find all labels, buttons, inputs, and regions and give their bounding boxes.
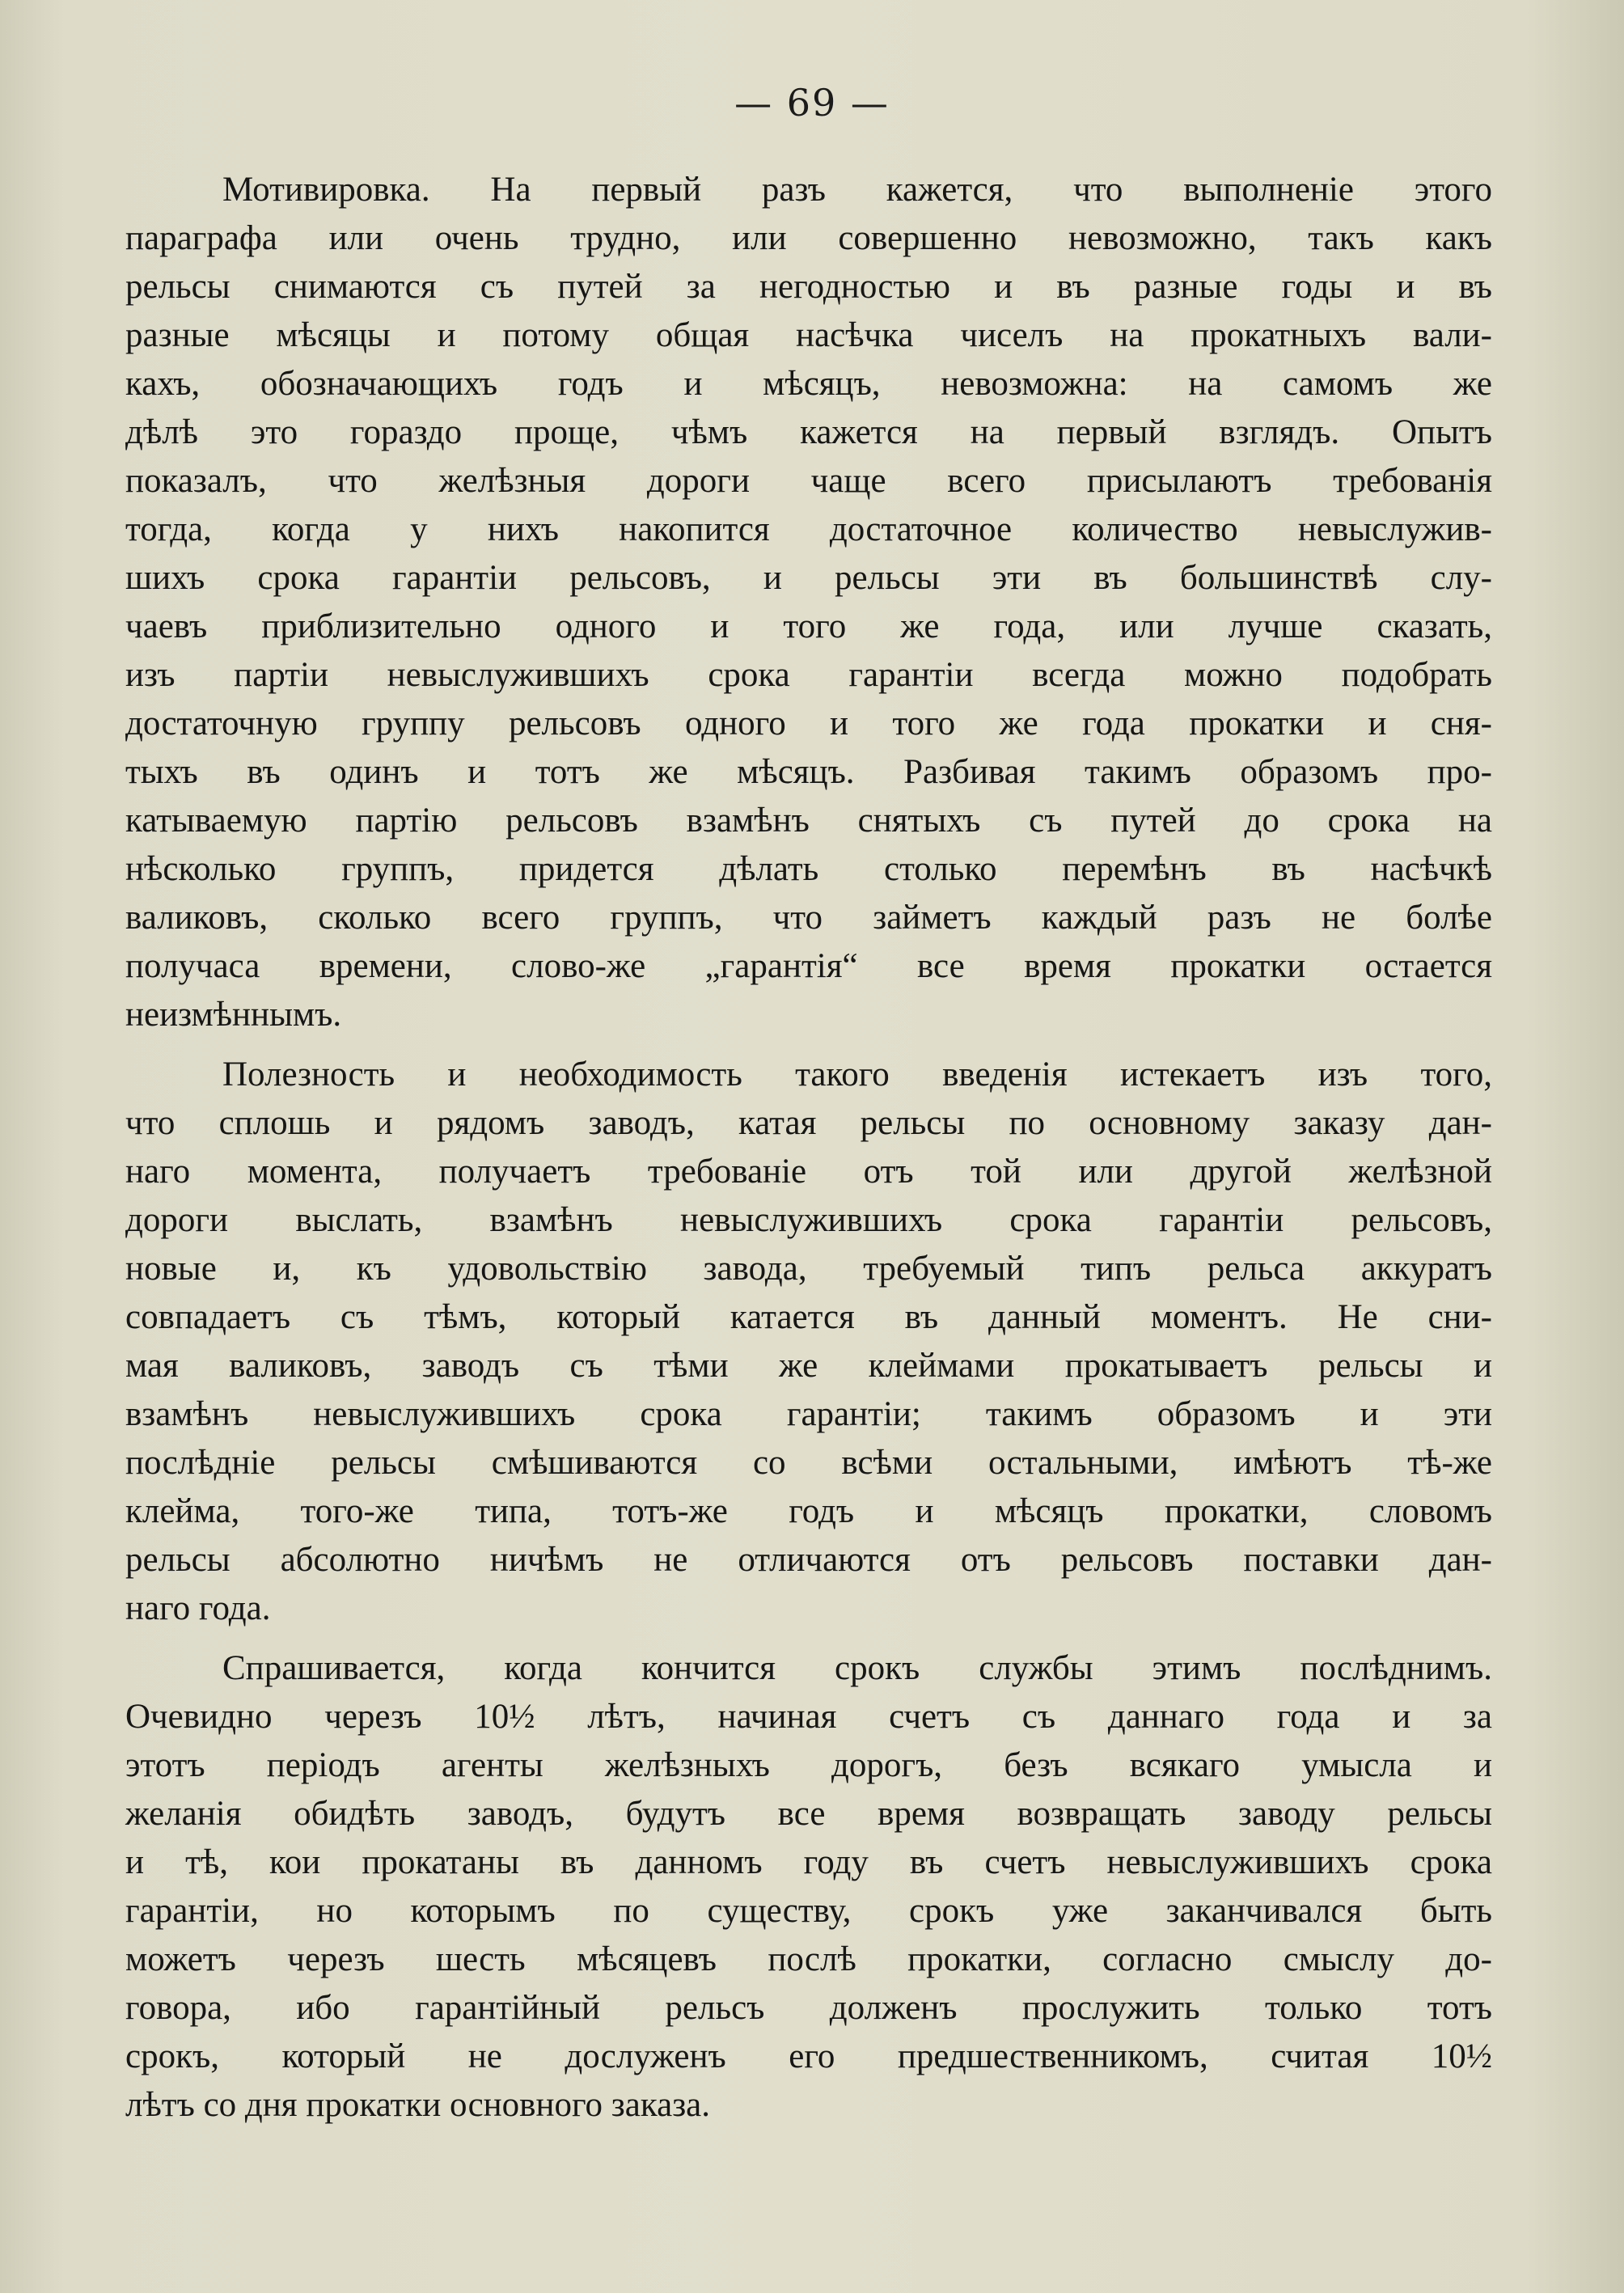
text-line: желанія обидѣть заводъ, будутъ все время возвращать заводу рельсы [125, 1795, 1492, 1833]
text-line: наго года. [125, 1589, 271, 1627]
text-line: Очевидно черезъ 10½ лѣтъ, начиная счетъ съ даннаго года и за [125, 1698, 1492, 1736]
text-line: говора, ибо гарантійный рельсъ долженъ прослужить только тотъ [125, 1989, 1492, 2027]
text-line: совпадаетъ съ тѣмъ, который катается въ данный моментъ. Не сни- [125, 1298, 1492, 1336]
text-line: шихъ срока гарантіи рельсовъ, и рельсы эти въ большинствѣ слу- [125, 559, 1492, 597]
text-line: наго момента, получаетъ требованіе отъ той или другой желѣзной [125, 1153, 1492, 1191]
page-number: — 69 — [734, 81, 890, 125]
text-line: и тѣ, кои прокатаны въ данномъ году въ счетъ невыслужившихъ срока [125, 1843, 1492, 1881]
text-line: этотъ періодъ агенты желѣзныхъ дорогъ, безъ всякаго умысла и [125, 1746, 1492, 1784]
text-line: параграфа или очень трудно, или совершенно невозможно, такъ какъ [125, 219, 1492, 257]
text-line: нѣсколько группъ, придется дѣлать столько перемѣнъ въ насѣчкѣ [125, 850, 1492, 888]
text-line: тыхъ въ одинъ и тотъ же мѣсяцъ. Разбивая такимъ образомъ про- [125, 753, 1492, 791]
text-line: изъ партіи невыслужившихъ срока гарантіи всегда можно подобрать [125, 656, 1492, 694]
text-line: послѣдніе рельсы смѣшиваются со всѣми остальными, имѣютъ тѣ-же [125, 1444, 1492, 1482]
paragraph-usefulness [125, 1051, 1492, 1633]
text-line: рельсы снимаются съ путей за негодностью и въ разные годы и въ [125, 268, 1492, 306]
text-line: рельсы абсолютно ничѣмъ не отличаются отъ рельсовъ поставки дан- [125, 1541, 1492, 1579]
text-line: срокъ, который не дослуженъ его предшественникомъ, считая 10½ [125, 2037, 1492, 2075]
text-line: тогда, когда у нихъ накопится достаточное количество невыслужив- [125, 510, 1492, 548]
text-line: Спрашивается, когда кончится срокъ службы этимъ послѣднимъ. [222, 1649, 1492, 1687]
text-line: чаевъ приблизительно одного и того же года, или лучше сказать, [125, 607, 1492, 645]
text-line: разные мѣсяцы и потому общая насѣчка чиселъ на прокатныхъ вали- [125, 316, 1492, 354]
text-line: новые и, къ удовольствію завода, требуемый типъ рельса аккуратъ [125, 1250, 1492, 1288]
text-line: валиковъ, сколько всего группъ, что займетъ каждый разъ не болѣе [125, 899, 1492, 937]
text-line: лѣтъ со дня прокатки основного заказа. [125, 2086, 711, 2124]
text-line: что сплошь и рядомъ заводъ, катая рельсы по основному заказу дан- [125, 1104, 1492, 1142]
text-line: Полезность и необходимость такого введенія истекаетъ изъ того, [222, 1056, 1492, 1094]
text-line: получаса времени, слово-же „гарантія“ все время прокатки остается [125, 947, 1492, 985]
text-line: гарантіи, но которымъ по существу, срокъ уже заканчивался быть [125, 1892, 1492, 1930]
text-line: можетъ черезъ шесть мѣсяцевъ послѣ прокатки, согласно смыслу до- [125, 1940, 1492, 1978]
text-line: мая валиковъ, заводъ съ тѣми же клеймами прокатываетъ рельсы и [125, 1347, 1492, 1385]
body-text [125, 166, 1492, 2130]
paragraph-question [125, 1644, 1492, 2130]
text-line: дѣлѣ это гораздо проще, чѣмъ кажется на первый взглядъ. Опытъ [125, 413, 1492, 451]
text-line: дороги выслать, взамѣнъ невыслужившихъ срока гарантіи рельсовъ, [125, 1201, 1492, 1239]
text-line: взамѣнъ невыслужившихъ срока гарантіи; такимъ образомъ и эти [125, 1395, 1492, 1433]
text-line: клейма, того-же типа, тотъ-же годъ и мѣсяцъ прокатки, словомъ [125, 1492, 1492, 1530]
text-line: Мотивировка. На первый разъ кажется, что выполненіе этого [222, 171, 1492, 209]
text-line: кахъ, обозначающихъ годъ и мѣсяцъ, невозможна: на самомъ же [125, 365, 1492, 403]
text-line: показалъ, что желѣзныя дороги чаще всего присылаютъ требованія [125, 462, 1492, 500]
text-line: катываемую партію рельсовъ взамѣнъ снятыхъ съ путей до срока на [125, 802, 1492, 840]
paragraph-motivation [125, 166, 1492, 1039]
text-line: достаточную группу рельсовъ одного и того же года прокатки и сня- [125, 704, 1492, 742]
text-line: неизмѣннымъ. [125, 996, 342, 1034]
